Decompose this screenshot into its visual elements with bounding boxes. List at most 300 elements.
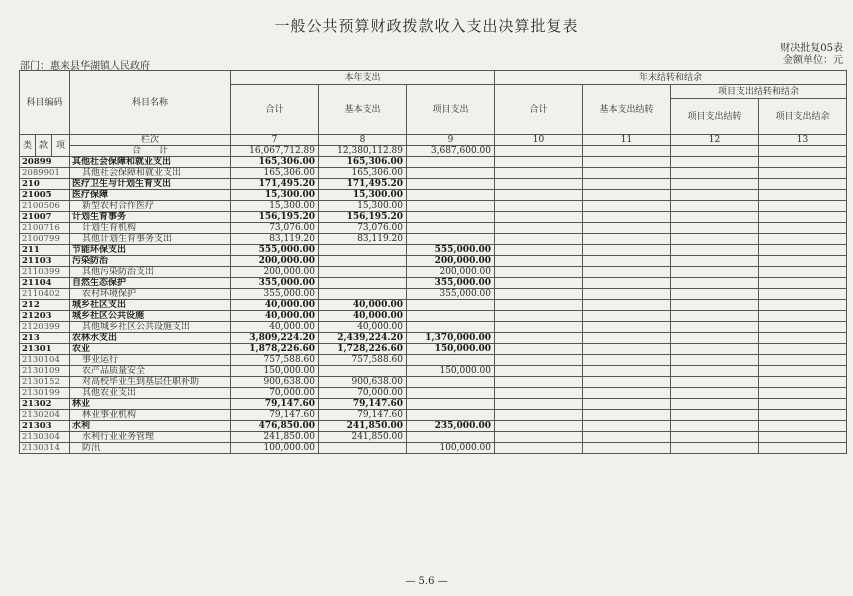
row-empty bbox=[583, 421, 671, 432]
table-row bbox=[20, 201, 847, 212]
row-project: 200,000.00 bbox=[407, 267, 495, 278]
row-total: 165,306.00 bbox=[231, 157, 319, 168]
row-code: 21303 bbox=[20, 421, 70, 432]
row-total: 757,588.60 bbox=[231, 355, 319, 366]
row-basic bbox=[319, 245, 407, 256]
col-number: 8 bbox=[319, 135, 407, 146]
row-code: 212 bbox=[20, 300, 70, 311]
row-code: 2100799 bbox=[20, 234, 70, 245]
row-code: 213 bbox=[20, 333, 70, 344]
row-empty bbox=[759, 443, 847, 454]
row-empty bbox=[583, 245, 671, 256]
row-empty bbox=[583, 443, 671, 454]
table-row bbox=[20, 399, 847, 410]
row-name: 城乡社区公共设施 bbox=[70, 311, 231, 322]
row-empty bbox=[495, 223, 583, 234]
row-empty bbox=[495, 443, 583, 454]
row-empty bbox=[759, 410, 847, 421]
row-project: 150,000.00 bbox=[407, 344, 495, 355]
grand-total-project: 3,687,600.00 bbox=[407, 146, 495, 157]
col-number: 10 bbox=[495, 135, 583, 146]
table-row bbox=[20, 289, 847, 300]
budget-table bbox=[19, 70, 847, 454]
row-empty bbox=[495, 388, 583, 399]
row-name: 对高校毕业生到基层任职补助 bbox=[70, 377, 231, 388]
row-empty bbox=[759, 179, 847, 190]
row-empty bbox=[583, 234, 671, 245]
table-row bbox=[20, 322, 847, 333]
row-empty bbox=[759, 355, 847, 366]
header-year-end: 年末结转和结余 bbox=[495, 71, 847, 85]
row-empty bbox=[759, 267, 847, 278]
row-basic: 171,495.20 bbox=[319, 179, 407, 190]
row-basic: 900,638.00 bbox=[319, 377, 407, 388]
row-name: 其他社会保障和就业支出 bbox=[70, 157, 231, 168]
table-row bbox=[20, 366, 847, 377]
row-empty bbox=[759, 190, 847, 201]
row-code: 2130304 bbox=[20, 432, 70, 443]
row-name: 水利行业业务管理 bbox=[70, 432, 231, 443]
row-empty bbox=[759, 278, 847, 289]
row-basic: 79,147.60 bbox=[319, 410, 407, 421]
row-basic bbox=[319, 267, 407, 278]
row-empty bbox=[583, 344, 671, 355]
row-project bbox=[407, 311, 495, 322]
row-project bbox=[407, 168, 495, 179]
page-number: — 5.6 — bbox=[405, 576, 448, 587]
row-code: 2130109 bbox=[20, 366, 70, 377]
row-empty bbox=[583, 311, 671, 322]
row-basic: 40,000.00 bbox=[319, 300, 407, 311]
row-basic: 73,076.00 bbox=[319, 223, 407, 234]
row-name: 农林水支出 bbox=[70, 333, 231, 344]
row-project bbox=[407, 322, 495, 333]
row-total: 555,000.00 bbox=[231, 245, 319, 256]
header-xiang: 项 bbox=[52, 135, 70, 157]
table-row bbox=[20, 256, 847, 267]
department-label: 部门：惠来县华湖镇人民政府 bbox=[20, 61, 150, 72]
row-empty bbox=[583, 212, 671, 223]
row-basic bbox=[319, 289, 407, 300]
row-empty bbox=[583, 289, 671, 300]
row-code: 21104 bbox=[20, 278, 70, 289]
row-name: 其他污染防治支出 bbox=[70, 267, 231, 278]
row-empty bbox=[759, 322, 847, 333]
row-empty bbox=[583, 355, 671, 366]
row-project bbox=[407, 399, 495, 410]
row-empty bbox=[495, 212, 583, 223]
row-basic: 165,306.00 bbox=[319, 157, 407, 168]
grand-total-label: 合 计 bbox=[70, 146, 231, 157]
row-empty bbox=[759, 212, 847, 223]
table-row bbox=[20, 278, 847, 289]
row-code: 2089901 bbox=[20, 168, 70, 179]
row-empty bbox=[671, 256, 759, 267]
row-empty bbox=[583, 322, 671, 333]
header-subject-code: 科目编码 bbox=[20, 71, 70, 135]
row-name: 其他城乡社区公共设施支出 bbox=[70, 322, 231, 333]
row-name: 自然生态保护 bbox=[70, 278, 231, 289]
row-name: 农业 bbox=[70, 344, 231, 355]
row-basic: 40,000.00 bbox=[319, 311, 407, 322]
row-name: 农村环境保护 bbox=[70, 289, 231, 300]
row-total: 70,000.00 bbox=[231, 388, 319, 399]
row-empty bbox=[759, 432, 847, 443]
row-empty bbox=[759, 201, 847, 212]
row-total: 165,306.00 bbox=[231, 168, 319, 179]
row-code: 2130104 bbox=[20, 355, 70, 366]
table-row bbox=[20, 355, 847, 366]
row-empty bbox=[583, 267, 671, 278]
row-name: 防汛 bbox=[70, 443, 231, 454]
row-total: 1,878,226.60 bbox=[231, 344, 319, 355]
row-total: 3,809,224.20 bbox=[231, 333, 319, 344]
row-code: 2120399 bbox=[20, 322, 70, 333]
table-row bbox=[20, 311, 847, 322]
row-project bbox=[407, 234, 495, 245]
row-project: 200,000.00 bbox=[407, 256, 495, 267]
row-empty bbox=[583, 168, 671, 179]
row-empty bbox=[759, 223, 847, 234]
row-empty bbox=[583, 201, 671, 212]
row-code: 21007 bbox=[20, 212, 70, 223]
row-empty bbox=[583, 157, 671, 168]
row-empty bbox=[671, 168, 759, 179]
row-basic: 1,728,226.60 bbox=[319, 344, 407, 355]
row-total: 79,147.60 bbox=[231, 410, 319, 421]
row-empty bbox=[495, 289, 583, 300]
row-empty bbox=[759, 289, 847, 300]
header-project-group: 项目支出结转和结余 bbox=[671, 85, 847, 99]
row-code: 2110399 bbox=[20, 267, 70, 278]
row-empty bbox=[583, 399, 671, 410]
row-project bbox=[407, 410, 495, 421]
row-empty bbox=[671, 432, 759, 443]
header-total: 合计 bbox=[231, 85, 319, 135]
row-total: 200,000.00 bbox=[231, 256, 319, 267]
row-empty bbox=[495, 190, 583, 201]
row-empty bbox=[495, 377, 583, 388]
row-empty bbox=[671, 300, 759, 311]
row-empty bbox=[671, 278, 759, 289]
row-empty bbox=[759, 300, 847, 311]
row-empty bbox=[671, 267, 759, 278]
col-number: 12 bbox=[671, 135, 759, 146]
row-empty bbox=[495, 179, 583, 190]
row-name: 其他计划生育事务支出 bbox=[70, 234, 231, 245]
header-basic-carry: 基本支出结转 bbox=[583, 85, 671, 135]
row-empty bbox=[495, 157, 583, 168]
row-empty bbox=[583, 410, 671, 421]
row-empty bbox=[583, 366, 671, 377]
form-code: 财决批复05表 bbox=[780, 43, 843, 54]
row-total: 73,076.00 bbox=[231, 223, 319, 234]
row-empty bbox=[671, 344, 759, 355]
row-empty bbox=[671, 388, 759, 399]
row-basic bbox=[319, 366, 407, 377]
row-basic: 241,850.00 bbox=[319, 432, 407, 443]
row-empty bbox=[671, 201, 759, 212]
header-current-year: 本年支出 bbox=[231, 71, 495, 85]
header-lanci: 栏次 bbox=[70, 135, 231, 146]
row-empty bbox=[671, 366, 759, 377]
row-empty bbox=[671, 223, 759, 234]
row-code: 2100506 bbox=[20, 201, 70, 212]
row-total: 476,850.00 bbox=[231, 421, 319, 432]
row-empty bbox=[671, 311, 759, 322]
row-empty bbox=[495, 410, 583, 421]
row-empty bbox=[759, 344, 847, 355]
row-empty bbox=[495, 366, 583, 377]
row-empty bbox=[583, 190, 671, 201]
row-empty bbox=[583, 179, 671, 190]
table-row bbox=[20, 410, 847, 421]
row-total: 171,495.20 bbox=[231, 179, 319, 190]
row-name: 医疗保障 bbox=[70, 190, 231, 201]
row-empty bbox=[759, 256, 847, 267]
header-basic: 基本支出 bbox=[319, 85, 407, 135]
row-project bbox=[407, 432, 495, 443]
row-name: 水利 bbox=[70, 421, 231, 432]
row-empty bbox=[671, 377, 759, 388]
row-total: 83,119.20 bbox=[231, 234, 319, 245]
row-name: 计划生育机构 bbox=[70, 223, 231, 234]
table-row bbox=[20, 267, 847, 278]
row-empty bbox=[671, 157, 759, 168]
row-project: 235,000.00 bbox=[407, 421, 495, 432]
row-empty bbox=[495, 333, 583, 344]
header-subject-name: 科目名称 bbox=[70, 71, 231, 135]
table-row bbox=[20, 157, 847, 168]
row-name: 林业事业机构 bbox=[70, 410, 231, 421]
row-code: 20899 bbox=[20, 157, 70, 168]
table-row bbox=[20, 421, 847, 432]
row-basic: 165,306.00 bbox=[319, 168, 407, 179]
row-code: 2130152 bbox=[20, 377, 70, 388]
table-row bbox=[20, 245, 847, 256]
row-empty bbox=[671, 245, 759, 256]
row-empty bbox=[759, 388, 847, 399]
row-project bbox=[407, 377, 495, 388]
row-code: 21302 bbox=[20, 399, 70, 410]
row-total: 355,000.00 bbox=[231, 278, 319, 289]
row-total: 40,000.00 bbox=[231, 322, 319, 333]
row-code: 2100716 bbox=[20, 223, 70, 234]
row-empty bbox=[495, 421, 583, 432]
row-empty bbox=[495, 322, 583, 333]
grand-total-amount: 16,067,712.89 bbox=[231, 146, 319, 157]
table-row bbox=[20, 432, 847, 443]
row-basic: 15,300.00 bbox=[319, 190, 407, 201]
row-name: 医疗卫生与计划生育支出 bbox=[70, 179, 231, 190]
table-row bbox=[20, 344, 847, 355]
row-project bbox=[407, 179, 495, 190]
row-project bbox=[407, 355, 495, 366]
row-empty bbox=[495, 234, 583, 245]
header-kuan: 款 bbox=[36, 135, 52, 157]
row-code: 21005 bbox=[20, 190, 70, 201]
col-number: 7 bbox=[231, 135, 319, 146]
row-code: 21103 bbox=[20, 256, 70, 267]
table-row bbox=[20, 168, 847, 179]
row-empty bbox=[495, 267, 583, 278]
row-empty bbox=[495, 201, 583, 212]
row-empty bbox=[759, 366, 847, 377]
row-basic: 40,000.00 bbox=[319, 322, 407, 333]
row-basic: 757,588.60 bbox=[319, 355, 407, 366]
row-empty bbox=[583, 278, 671, 289]
row-code: 21203 bbox=[20, 311, 70, 322]
table-row bbox=[20, 388, 847, 399]
table-row bbox=[20, 234, 847, 245]
row-name: 事业运行 bbox=[70, 355, 231, 366]
row-basic: 2,439,224.20 bbox=[319, 333, 407, 344]
row-name: 新型农村合作医疗 bbox=[70, 201, 231, 212]
row-empty bbox=[759, 245, 847, 256]
row-empty bbox=[671, 212, 759, 223]
row-name: 农产品质量安全 bbox=[70, 366, 231, 377]
row-empty bbox=[583, 333, 671, 344]
col-number: 11 bbox=[583, 135, 671, 146]
row-empty bbox=[671, 355, 759, 366]
header-proj-surplus: 项目支出结余 bbox=[759, 99, 847, 135]
row-empty bbox=[759, 157, 847, 168]
row-empty bbox=[495, 256, 583, 267]
row-basic: 83,119.20 bbox=[319, 234, 407, 245]
row-empty bbox=[671, 443, 759, 454]
row-empty bbox=[583, 256, 671, 267]
table-row bbox=[20, 333, 847, 344]
row-empty bbox=[671, 399, 759, 410]
table-row bbox=[20, 179, 847, 190]
row-code: 210 bbox=[20, 179, 70, 190]
row-empty bbox=[759, 333, 847, 344]
row-total: 15,300.00 bbox=[231, 201, 319, 212]
row-code: 2130199 bbox=[20, 388, 70, 399]
row-project bbox=[407, 388, 495, 399]
row-project: 555,000.00 bbox=[407, 245, 495, 256]
row-total: 40,000.00 bbox=[231, 300, 319, 311]
row-code: 2110402 bbox=[20, 289, 70, 300]
row-empty bbox=[759, 311, 847, 322]
row-project bbox=[407, 212, 495, 223]
table-row bbox=[20, 223, 847, 234]
header-total2: 合计 bbox=[495, 85, 583, 135]
row-project: 150,000.00 bbox=[407, 366, 495, 377]
row-name: 林业 bbox=[70, 399, 231, 410]
row-total: 79,147.60 bbox=[231, 399, 319, 410]
row-name: 城乡社区支出 bbox=[70, 300, 231, 311]
row-project bbox=[407, 190, 495, 201]
row-total: 100,000.00 bbox=[231, 443, 319, 454]
row-total: 150,000.00 bbox=[231, 366, 319, 377]
row-empty bbox=[671, 234, 759, 245]
row-basic bbox=[319, 443, 407, 454]
row-empty bbox=[759, 421, 847, 432]
row-total: 200,000.00 bbox=[231, 267, 319, 278]
row-empty bbox=[583, 388, 671, 399]
row-empty bbox=[495, 168, 583, 179]
row-code: 2130314 bbox=[20, 443, 70, 454]
table-row bbox=[20, 377, 847, 388]
row-project: 1,370,000.00 bbox=[407, 333, 495, 344]
row-empty bbox=[583, 223, 671, 234]
row-project bbox=[407, 157, 495, 168]
row-name: 节能环保支出 bbox=[70, 245, 231, 256]
row-empty bbox=[495, 245, 583, 256]
row-basic: 156,195.20 bbox=[319, 212, 407, 223]
row-empty bbox=[495, 399, 583, 410]
row-name: 计划生育事务 bbox=[70, 212, 231, 223]
row-basic bbox=[319, 278, 407, 289]
row-empty bbox=[583, 432, 671, 443]
row-total: 156,195.20 bbox=[231, 212, 319, 223]
header-project: 项目支出 bbox=[407, 85, 495, 135]
row-empty bbox=[495, 300, 583, 311]
row-total: 40,000.00 bbox=[231, 311, 319, 322]
row-code: 2130204 bbox=[20, 410, 70, 421]
row-basic: 241,850.00 bbox=[319, 421, 407, 432]
row-total: 355,000.00 bbox=[231, 289, 319, 300]
header-lei: 类 bbox=[20, 135, 36, 157]
row-total: 241,850.00 bbox=[231, 432, 319, 443]
row-basic: 70,000.00 bbox=[319, 388, 407, 399]
row-empty bbox=[495, 344, 583, 355]
row-basic bbox=[319, 256, 407, 267]
row-empty bbox=[671, 289, 759, 300]
row-basic: 15,300.00 bbox=[319, 201, 407, 212]
row-project bbox=[407, 300, 495, 311]
row-empty bbox=[671, 333, 759, 344]
row-total: 15,300.00 bbox=[231, 190, 319, 201]
row-empty bbox=[759, 234, 847, 245]
row-empty bbox=[671, 190, 759, 201]
row-empty bbox=[671, 322, 759, 333]
row-name: 其他社会保障和就业支出 bbox=[70, 168, 231, 179]
table-row bbox=[20, 300, 847, 311]
row-empty bbox=[671, 410, 759, 421]
row-project: 100,000.00 bbox=[407, 443, 495, 454]
row-empty bbox=[495, 432, 583, 443]
row-empty bbox=[583, 377, 671, 388]
table-row bbox=[20, 443, 847, 454]
col-number: 9 bbox=[407, 135, 495, 146]
row-project bbox=[407, 223, 495, 234]
row-empty bbox=[759, 377, 847, 388]
row-code: 211 bbox=[20, 245, 70, 256]
row-project: 355,000.00 bbox=[407, 278, 495, 289]
row-name: 其他农业支出 bbox=[70, 388, 231, 399]
row-empty bbox=[759, 168, 847, 179]
row-total: 900,638.00 bbox=[231, 377, 319, 388]
row-name: 污染防治 bbox=[70, 256, 231, 267]
row-project bbox=[407, 201, 495, 212]
row-empty bbox=[671, 421, 759, 432]
row-empty bbox=[583, 300, 671, 311]
table-row bbox=[20, 212, 847, 223]
row-basic: 79,147.60 bbox=[319, 399, 407, 410]
col-number: 13 bbox=[759, 135, 847, 146]
row-empty bbox=[495, 355, 583, 366]
row-empty bbox=[495, 278, 583, 289]
grand-total-basic: 12,380,112.89 bbox=[319, 146, 407, 157]
page-title: 一般公共预算财政拨款收入支出决算批复表 bbox=[274, 17, 579, 35]
row-code: 21301 bbox=[20, 344, 70, 355]
row-empty bbox=[495, 311, 583, 322]
header-proj-carry: 项目支出结转 bbox=[671, 99, 759, 135]
row-empty bbox=[759, 399, 847, 410]
table-row bbox=[20, 190, 847, 201]
